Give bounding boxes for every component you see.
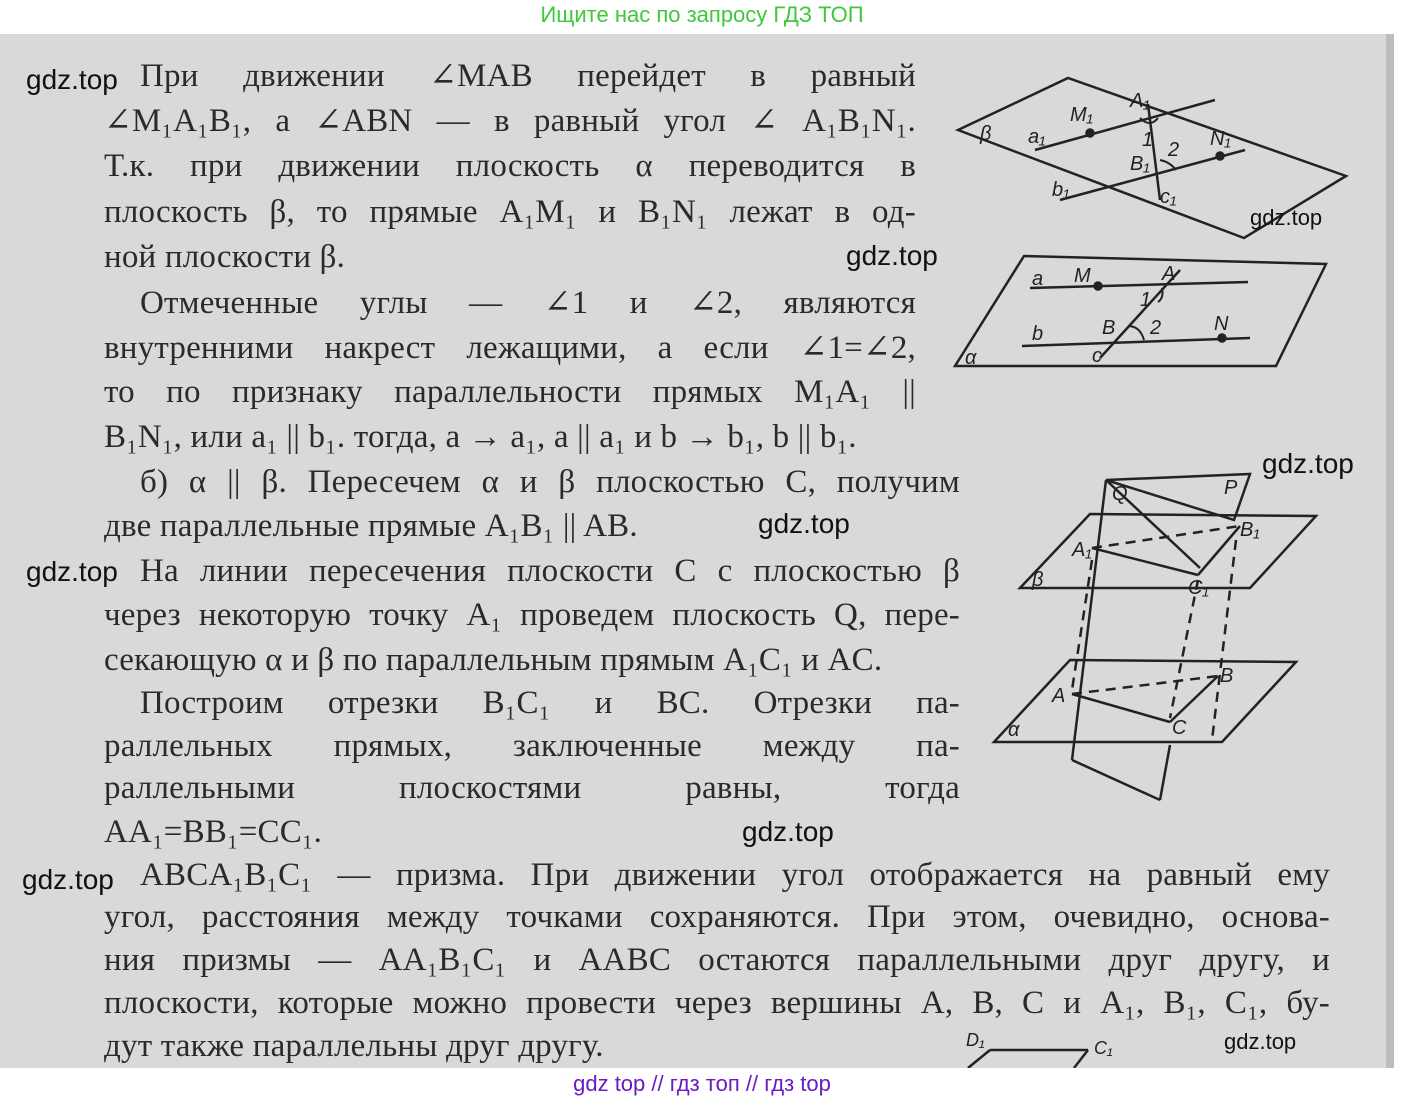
text-line: внутренними накрест лежащими, а если ∠1=∠2, <box>104 330 916 366</box>
text-line: При движении ∠MAB перейдет в равный <box>140 58 916 94</box>
label-point: N <box>1214 313 1229 335</box>
label-point: D₁ <box>966 1030 985 1050</box>
text-line: AA₁=BB₁=CC₁. <box>104 814 323 850</box>
bottom-banner: gdz top // гдз топ // гдз top <box>0 1068 1404 1103</box>
label-line-c: c <box>1092 345 1102 367</box>
label-point: C₁ <box>1094 1038 1113 1058</box>
label-plane: α <box>965 347 977 369</box>
text-line: то по признаку параллельности прямых M₁A₁ || <box>104 374 916 410</box>
label-point: A₁ <box>1072 539 1092 561</box>
label-plane-q: Q <box>1112 483 1128 505</box>
label-point: C <box>1172 717 1187 739</box>
label-point: B₁ <box>1240 519 1260 541</box>
top-banner: Ищите нас по запросу ГДЗ ТОП <box>0 0 1404 34</box>
watermark: gdz.top <box>1250 205 1323 230</box>
label-plane-p: P <box>1224 477 1238 499</box>
text-line: плоскость β, то прямые A₁M₁ и B₁N₁ лежат в од- <box>104 194 916 230</box>
watermark: gdz.top <box>846 240 938 271</box>
text-line: ной плоскости β. <box>104 239 346 275</box>
text-line: плоскости, которые можно провести через вершины A, B, C и A₁, B₁, C₁, бу- <box>104 985 1330 1021</box>
label-plane-beta: β <box>1032 569 1044 591</box>
text-line: через некоторую точку A₁ проведем плоскость Q, пере- <box>104 597 960 633</box>
label-point: A <box>1052 685 1066 707</box>
watermark: gdz.top <box>22 864 114 895</box>
label-angle: 1 <box>1140 289 1152 311</box>
watermark: gdz.top <box>758 508 850 539</box>
label-point: A <box>1162 263 1176 285</box>
label-line-c: c₁ <box>1160 186 1177 208</box>
text-line: секающую α и β по параллельным прямым A₁C₁ и AC. <box>104 642 883 678</box>
label-line-b: b <box>1032 323 1044 345</box>
watermark: gdz.top <box>26 556 118 587</box>
label-plane-alpha: α <box>1008 719 1020 741</box>
text-line: раллельными плоскостями равны, тогда <box>104 770 960 806</box>
label-point: A₁ <box>1130 90 1150 112</box>
label-plane: β <box>980 123 992 145</box>
label-point: C₁ <box>1188 577 1209 599</box>
text-line: Отмеченные углы — ∠1 и ∠2, являются <box>140 285 916 321</box>
text-line: дут также параллельны друг другу. <box>104 1028 604 1064</box>
label-point: M <box>1074 265 1091 287</box>
label-point: B <box>1220 665 1234 687</box>
label-line-a: a <box>1032 268 1044 290</box>
scan-edge <box>1386 34 1394 1068</box>
label-line-b: b₁ <box>1052 179 1070 201</box>
text-line: ∠M₁A₁B₁, а ∠ABN — в равный угол ∠ A₁B₁N₁. <box>104 103 916 139</box>
text-line: две параллельные прямые A₁B₁ || AB. <box>104 508 638 544</box>
text-line: Построим отрезки B₁C₁ и BC. Отрезки па- <box>140 685 960 721</box>
watermark: gdz.top <box>1262 448 1354 479</box>
label-point: M₁ <box>1070 104 1093 126</box>
text-line: раллельных прямых, заключенные между па- <box>104 728 960 764</box>
label-point: B₁ <box>1130 153 1150 175</box>
label-angle: 2 <box>1168 139 1180 161</box>
label-angle: 2 <box>1150 317 1162 339</box>
text-line: На линии пересечения плоскости С с плоскостью β <box>140 553 960 589</box>
watermark: gdz.top <box>1224 1029 1297 1054</box>
text-line: B₁N₁, или a₁ || b₁. тогда, a → a₁, a || a₁ и b → b₁, b || b₁. <box>104 419 857 455</box>
text-line: ABCA₁B₁C₁ — призма. При движении угол отображается на равный ему <box>140 857 1330 893</box>
label-point: N₁ <box>1210 128 1231 150</box>
label-point: B <box>1102 317 1116 339</box>
label-line-a: a₁ <box>1028 126 1046 148</box>
watermark: gdz.top <box>26 64 118 95</box>
watermark: gdz.top <box>742 816 834 847</box>
label-angle: 1 <box>1142 129 1154 151</box>
text-line: б) α || β. Пересечем α и β плоскостью С, получим <box>140 464 960 500</box>
text-line: угол, расстояния между точками сохраняются. При этом, очевидно, основа- <box>104 899 1330 935</box>
text-line: Т.к. при движении плоскость α переводится в <box>104 148 916 184</box>
text-line: ния призмы — AA₁B₁C₁ и AABC остаются параллельными друг другу, и <box>104 942 1330 978</box>
